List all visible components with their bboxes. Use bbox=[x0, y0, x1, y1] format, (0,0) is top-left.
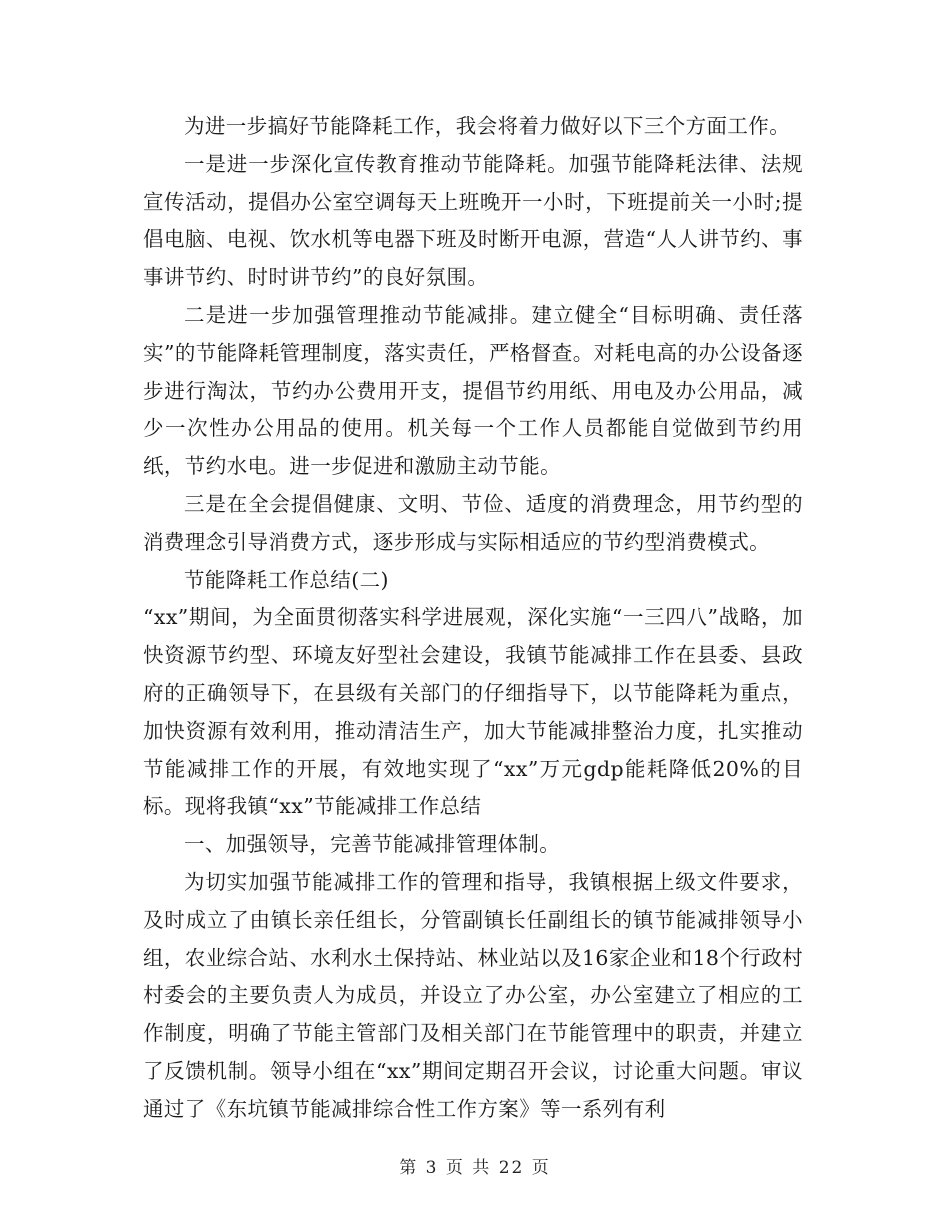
page-footer bbox=[0, 1153, 950, 1178]
paragraph-leadership: 为切实加强节能减排工作的管理和指导，我镇根据上级文件要求，及时成立了由镇长亲任组长，分管副镇长任副组长的镇节能减排领导小组，农业综合站、水利水土保持站、林业站以及16家企业和18个行政村村委会的主要负责人为成员，并设立了办公室，办公室建立了相应的工作制度，明确了节能主管部门及相关部门在节能管理中的职责，并建立了反馈机制。领导小组在“xx”期间定期召开会议，讨论重大问题。审议通过了《东坑镇节能减排综合性工作方案》等一系列有利 bbox=[143, 869, 803, 1121]
paragraph-point-one: 一是进一步深化宣传教育推动节能降耗。加强节能降耗法律、法规宣传活动，提倡办公室空调每天上班晚开一小时，下班提前关一小时;提倡电脑、电视、饮水机等电器下班及时断开电源，营造“人人讲节约、事事讲节约、时时讲节约”的良好氛围。 bbox=[143, 151, 803, 290]
section-heading: 节能降耗工作总结(二) bbox=[184, 567, 389, 592]
paragraph-summary: “xx”期间，为全面贯彻落实科学进展观，深化实施“一三四八”战略，加快资源节约型、环境友好型社会建设，我镇节能减排工作在县委、县政府的正确领导下，在县级有关部门的仔细指导下，以节能降耗为重点，加快资源有效利用，推动清洁生产，加大节能减排整治力度，扎实推动节能减排工作的开展，有效地实现了“xx”万元gdp能耗降低20%的目标。现将我镇“xx”节能减排工作总结 bbox=[143, 605, 803, 819]
paragraph-intro: 为进一步搞好节能降耗工作，我会将着力做好以下三个方面工作。 bbox=[184, 114, 791, 138]
page-number-label: 第 3 页 共 22 页 bbox=[399, 1158, 551, 1178]
document-body bbox=[143, 108, 803, 1129]
paragraph-point-two: 二是进一步加强管理推动节能减排。建立健全“目标明确、责任落实”的节能降耗管理制度，落实责任，严格督查。对耗电高的办公设备逐步进行淘汰，节约办公费用开支，提倡节约用纸、用电及办公用品，减少一次性办公用品的使用。机关每一个工作人员都能自觉做到节约用纸，节约水电。进一步促进和激励主动节能。 bbox=[143, 302, 803, 479]
paragraph-point-three: 三是在全会提倡健康、文明、节俭、适度的消费理念，用节约型的消费理念引导消费方式，逐步形成与实际相适应的节约型消费模式。 bbox=[143, 491, 803, 554]
subsection-heading: 一、加强领导，完善节能减排管理体制。 bbox=[184, 832, 561, 857]
